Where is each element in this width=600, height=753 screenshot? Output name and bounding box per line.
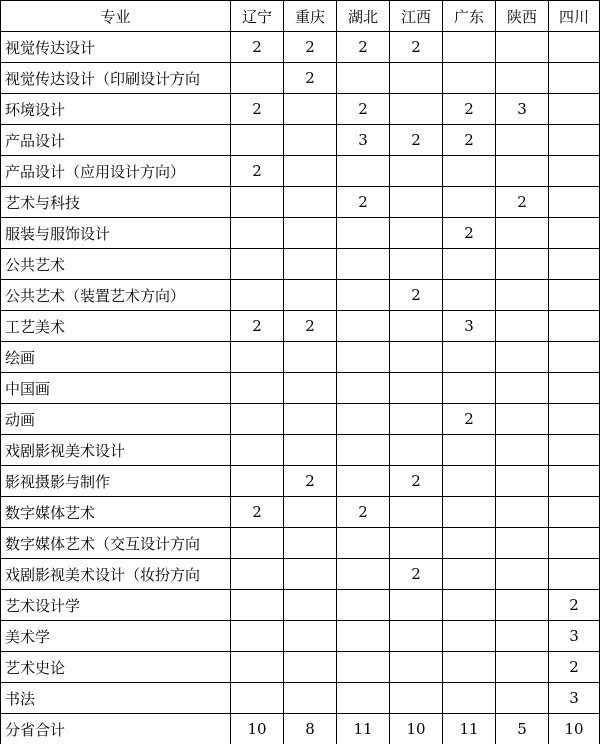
total-cell: 10 bbox=[390, 714, 443, 745]
quota-cell bbox=[284, 528, 337, 559]
quota-cell bbox=[443, 63, 496, 94]
total-cell: 10 bbox=[231, 714, 284, 745]
quota-cell bbox=[443, 435, 496, 466]
quota-cell bbox=[231, 373, 284, 404]
table-row bbox=[1, 63, 600, 94]
quota-cell bbox=[337, 683, 390, 714]
quota-cell: 2 bbox=[390, 466, 443, 497]
quota-cell bbox=[496, 311, 549, 342]
quota-cell bbox=[337, 621, 390, 652]
major-name: 服装与服饰设计 bbox=[1, 218, 231, 249]
table-row bbox=[1, 652, 600, 683]
quota-cell bbox=[496, 683, 549, 714]
quota-cell bbox=[549, 528, 600, 559]
quota-cell: 2 bbox=[390, 32, 443, 63]
quota-cell: 2 bbox=[284, 32, 337, 63]
quota-cell bbox=[549, 311, 600, 342]
quota-cell bbox=[284, 683, 337, 714]
quota-cell bbox=[231, 559, 284, 590]
major-name: 艺术史论 bbox=[1, 652, 231, 683]
quota-cell bbox=[284, 373, 337, 404]
quota-cell bbox=[231, 652, 284, 683]
quota-cell bbox=[337, 466, 390, 497]
major-name: 公共艺术 bbox=[1, 249, 231, 280]
quota-cell bbox=[337, 156, 390, 187]
quota-cell: 3 bbox=[549, 683, 600, 714]
quota-cell bbox=[549, 435, 600, 466]
major-name: 艺术与科技 bbox=[1, 187, 231, 218]
table-row bbox=[1, 497, 600, 528]
quota-cell bbox=[390, 621, 443, 652]
quota-cell: 2 bbox=[337, 94, 390, 125]
quota-cell bbox=[443, 187, 496, 218]
quota-cell bbox=[337, 590, 390, 621]
table-row bbox=[1, 125, 600, 156]
quota-cell: 2 bbox=[337, 32, 390, 63]
total-cell: 10 bbox=[549, 714, 600, 745]
table-row bbox=[1, 311, 600, 342]
quota-cell bbox=[284, 404, 337, 435]
quota-cell bbox=[231, 218, 284, 249]
quota-cell bbox=[496, 32, 549, 63]
quota-cell bbox=[284, 497, 337, 528]
quota-cell: 2 bbox=[231, 156, 284, 187]
quota-cell: 2 bbox=[284, 466, 337, 497]
quota-cell bbox=[284, 218, 337, 249]
quota-cell bbox=[496, 63, 549, 94]
quota-cell bbox=[390, 590, 443, 621]
quota-cell bbox=[231, 466, 284, 497]
quota-cell bbox=[284, 590, 337, 621]
quota-cell bbox=[443, 32, 496, 63]
quota-cell bbox=[443, 528, 496, 559]
quota-cell bbox=[231, 63, 284, 94]
quota-cell bbox=[549, 63, 600, 94]
quota-cell bbox=[496, 280, 549, 311]
quota-cell bbox=[390, 94, 443, 125]
quota-cell bbox=[337, 652, 390, 683]
quota-cell bbox=[443, 652, 496, 683]
quota-cell bbox=[231, 249, 284, 280]
quota-cell bbox=[496, 249, 549, 280]
table-row bbox=[1, 187, 600, 218]
quota-cell bbox=[496, 373, 549, 404]
total-row bbox=[1, 714, 600, 745]
quota-cell bbox=[390, 218, 443, 249]
quota-cell bbox=[443, 497, 496, 528]
table-row bbox=[1, 218, 600, 249]
major-name: 工艺美术 bbox=[1, 311, 231, 342]
quota-cell bbox=[496, 404, 549, 435]
quota-cell bbox=[231, 125, 284, 156]
quota-cell bbox=[231, 280, 284, 311]
quota-cell bbox=[284, 125, 337, 156]
table-row bbox=[1, 683, 600, 714]
quota-cell bbox=[549, 342, 600, 373]
quota-cell bbox=[284, 249, 337, 280]
quota-cell bbox=[284, 342, 337, 373]
quota-cell bbox=[496, 621, 549, 652]
quota-cell bbox=[443, 156, 496, 187]
quota-cell bbox=[390, 342, 443, 373]
quota-cell bbox=[496, 652, 549, 683]
quota-cell bbox=[549, 559, 600, 590]
quota-cell: 3 bbox=[496, 94, 549, 125]
quota-cell bbox=[496, 528, 549, 559]
quota-cell bbox=[284, 280, 337, 311]
quota-cell bbox=[549, 373, 600, 404]
major-name: 艺术设计学 bbox=[1, 590, 231, 621]
quota-cell bbox=[390, 497, 443, 528]
quota-cell bbox=[337, 218, 390, 249]
quota-cell bbox=[231, 683, 284, 714]
total-cell: 8 bbox=[284, 714, 337, 745]
quota-cell bbox=[549, 404, 600, 435]
province-header: 四川 bbox=[549, 1, 600, 32]
major-name: 视觉传达设计 bbox=[1, 32, 231, 63]
quota-cell bbox=[231, 187, 284, 218]
table-row bbox=[1, 590, 600, 621]
table-row bbox=[1, 528, 600, 559]
quota-cell bbox=[390, 63, 443, 94]
header-row bbox=[1, 1, 600, 32]
quota-cell bbox=[549, 94, 600, 125]
major-name: 数字媒体艺术 bbox=[1, 497, 231, 528]
quota-cell bbox=[496, 342, 549, 373]
quota-cell: 2 bbox=[231, 311, 284, 342]
quota-cell bbox=[337, 559, 390, 590]
quota-cell: 3 bbox=[549, 621, 600, 652]
quota-cell: 2 bbox=[390, 559, 443, 590]
quota-cell bbox=[390, 652, 443, 683]
province-header: 重庆 bbox=[284, 1, 337, 32]
quota-cell: 2 bbox=[337, 497, 390, 528]
quota-cell bbox=[390, 311, 443, 342]
quota-cell bbox=[337, 435, 390, 466]
quota-cell bbox=[549, 125, 600, 156]
quota-cell bbox=[231, 621, 284, 652]
quota-cell: 3 bbox=[337, 125, 390, 156]
major-name: 绘画 bbox=[1, 342, 231, 373]
quota-cell bbox=[337, 342, 390, 373]
quota-cell bbox=[337, 311, 390, 342]
major-name: 中国画 bbox=[1, 373, 231, 404]
quota-cell: 2 bbox=[549, 652, 600, 683]
quota-cell bbox=[496, 466, 549, 497]
quota-cell bbox=[231, 590, 284, 621]
quota-cell bbox=[549, 156, 600, 187]
quota-cell bbox=[443, 621, 496, 652]
table-row bbox=[1, 404, 600, 435]
major-name: 美术学 bbox=[1, 621, 231, 652]
table-row bbox=[1, 249, 600, 280]
quota-cell bbox=[390, 528, 443, 559]
province-header: 陕西 bbox=[496, 1, 549, 32]
quota-cell: 2 bbox=[443, 404, 496, 435]
quota-cell bbox=[284, 621, 337, 652]
table-row bbox=[1, 466, 600, 497]
quota-cell: 2 bbox=[231, 32, 284, 63]
major-name: 影视摄影与制作 bbox=[1, 466, 231, 497]
quota-cell bbox=[443, 373, 496, 404]
quota-cell bbox=[443, 342, 496, 373]
quota-cell bbox=[390, 435, 443, 466]
table-row bbox=[1, 559, 600, 590]
quota-cell bbox=[496, 435, 549, 466]
province-header: 辽宁 bbox=[231, 1, 284, 32]
quota-cell bbox=[549, 218, 600, 249]
quota-cell bbox=[443, 590, 496, 621]
quota-cell: 2 bbox=[549, 590, 600, 621]
quota-cell bbox=[549, 466, 600, 497]
quota-cell bbox=[443, 559, 496, 590]
quota-cell bbox=[549, 32, 600, 63]
table-row bbox=[1, 435, 600, 466]
major-header: 专业 bbox=[1, 1, 231, 32]
quota-cell: 2 bbox=[443, 125, 496, 156]
quota-cell bbox=[443, 466, 496, 497]
quota-cell: 2 bbox=[390, 125, 443, 156]
quota-cell bbox=[549, 187, 600, 218]
quota-cell bbox=[337, 404, 390, 435]
quota-cell bbox=[496, 590, 549, 621]
quota-cell bbox=[231, 342, 284, 373]
quota-cell: 3 bbox=[443, 311, 496, 342]
quota-cell bbox=[496, 559, 549, 590]
major-name: 产品设计 bbox=[1, 125, 231, 156]
quota-cell bbox=[496, 218, 549, 249]
table-row bbox=[1, 94, 600, 125]
quota-cell bbox=[390, 373, 443, 404]
quota-cell bbox=[443, 683, 496, 714]
quota-cell bbox=[549, 249, 600, 280]
total-label: 分省合计 bbox=[1, 714, 231, 745]
total-cell: 5 bbox=[496, 714, 549, 745]
quota-cell bbox=[284, 435, 337, 466]
quota-cell: 2 bbox=[390, 280, 443, 311]
quota-cell: 2 bbox=[496, 187, 549, 218]
quota-cell bbox=[284, 652, 337, 683]
major-name: 戏剧影视美术设计（妆扮方向 bbox=[1, 559, 231, 590]
table-row bbox=[1, 32, 600, 63]
quota-cell: 2 bbox=[337, 187, 390, 218]
quota-cell bbox=[231, 528, 284, 559]
quota-cell bbox=[443, 280, 496, 311]
quota-cell: 2 bbox=[443, 94, 496, 125]
quota-cell bbox=[390, 683, 443, 714]
quota-cell: 2 bbox=[284, 311, 337, 342]
quota-cell bbox=[443, 249, 496, 280]
major-name: 戏剧影视美术设计 bbox=[1, 435, 231, 466]
quota-cell bbox=[337, 373, 390, 404]
total-cell: 11 bbox=[337, 714, 390, 745]
major-name: 公共艺术（装置艺术方向） bbox=[1, 280, 231, 311]
major-name: 环境设计 bbox=[1, 94, 231, 125]
major-name: 产品设计（应用设计方向） bbox=[1, 156, 231, 187]
table-row bbox=[1, 621, 600, 652]
quota-cell bbox=[284, 156, 337, 187]
province-header: 江西 bbox=[390, 1, 443, 32]
quota-cell bbox=[390, 187, 443, 218]
quota-cell bbox=[549, 497, 600, 528]
quota-cell: 2 bbox=[231, 497, 284, 528]
quota-cell bbox=[496, 125, 549, 156]
quota-cell bbox=[337, 280, 390, 311]
quota-cell bbox=[390, 156, 443, 187]
quota-cell bbox=[337, 528, 390, 559]
province-header: 广东 bbox=[443, 1, 496, 32]
quota-cell: 2 bbox=[284, 63, 337, 94]
major-name: 书法 bbox=[1, 683, 231, 714]
table-body bbox=[1, 32, 600, 745]
table-row bbox=[1, 342, 600, 373]
table-row bbox=[1, 373, 600, 404]
table-row bbox=[1, 280, 600, 311]
quota-cell bbox=[337, 63, 390, 94]
major-name: 视觉传达设计（印刷设计方向 bbox=[1, 63, 231, 94]
quota-cell bbox=[284, 94, 337, 125]
major-name: 动画 bbox=[1, 404, 231, 435]
quota-cell bbox=[496, 156, 549, 187]
quota-cell bbox=[496, 497, 549, 528]
quota-cell bbox=[284, 187, 337, 218]
quota-cell bbox=[284, 559, 337, 590]
quota-cell bbox=[337, 249, 390, 280]
quota-cell bbox=[549, 280, 600, 311]
total-cell: 11 bbox=[443, 714, 496, 745]
quota-cell bbox=[390, 404, 443, 435]
quota-cell bbox=[231, 404, 284, 435]
province-header: 湖北 bbox=[337, 1, 390, 32]
quota-cell bbox=[390, 249, 443, 280]
table-row bbox=[1, 156, 600, 187]
quota-cell: 2 bbox=[443, 218, 496, 249]
quota-cell bbox=[231, 435, 284, 466]
quota-cell: 2 bbox=[231, 94, 284, 125]
major-name: 数字媒体艺术（交互设计方向 bbox=[1, 528, 231, 559]
